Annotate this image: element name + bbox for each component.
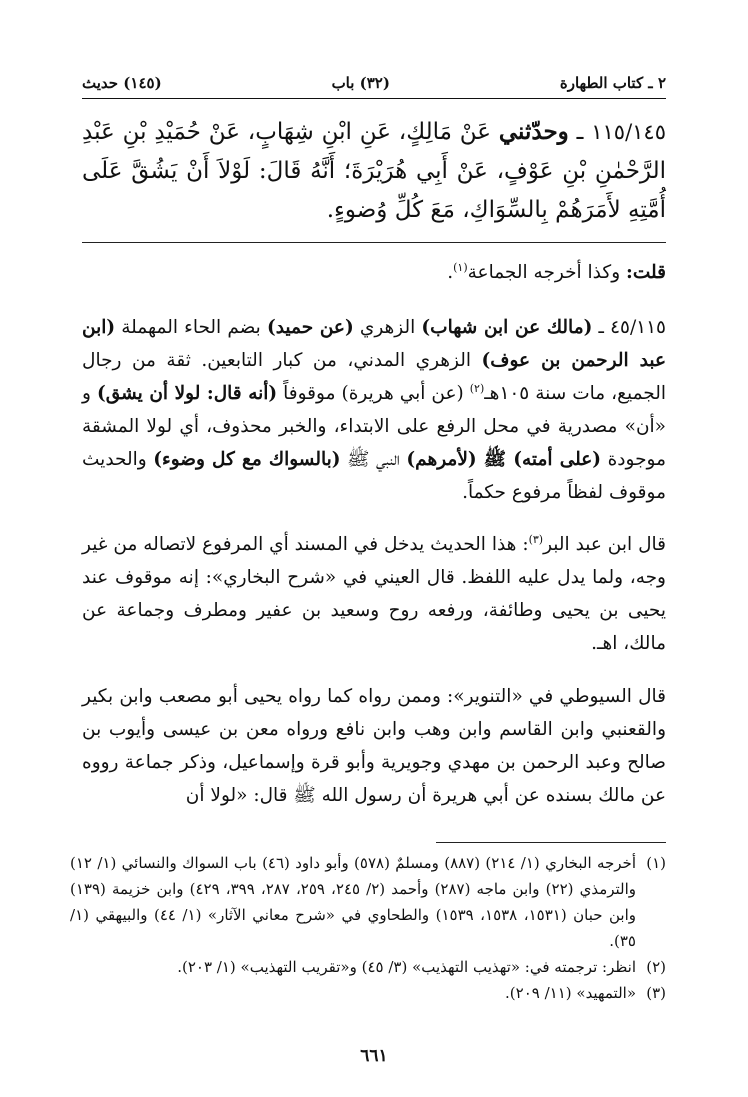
footnote-number: (٣) <box>646 984 666 1002</box>
p2-b4: (أنه قال: لولا أن يشق) <box>96 383 278 404</box>
p2-s5: (عن أبي هريرة) موقوفاً <box>277 383 470 404</box>
footnotes <box>70 850 666 1006</box>
footnote-1 <box>70 850 666 954</box>
p2-b2: (عن حميد) <box>266 317 354 338</box>
p2-b3: (ابن عبد الرحمن بن عوف) <box>82 317 666 371</box>
footnote-ref-2: (٢) <box>469 381 485 395</box>
p3-s1: قال ابن عبد البر <box>543 534 666 555</box>
footnote-3 <box>70 980 666 1006</box>
header-chapter: (٣٢) باب <box>331 74 390 92</box>
header-hadith-number: (١٤٥) حديث <box>82 74 162 92</box>
p2-s7: النبي ﷺ <box>340 449 407 470</box>
page-number: ٦٦١ <box>360 1046 388 1066</box>
footnote-rule <box>436 842 666 843</box>
footnote-ref-3: (٣) <box>528 532 544 546</box>
p2-b6: (بالسواك مع كل وضوء) <box>153 449 341 470</box>
p2-s8: والحديث موقوف لفظاً مرفوع حكماً. <box>82 449 666 503</box>
commentary-qultu <box>82 256 666 289</box>
p2-s3: بضم الحاء المهملة <box>115 317 267 338</box>
p3-s2: : هذا الحديث يدخل في المسند أي المرفوع لاتصاله من غير وجه، ولما يدل عليه اللفظ. قال العيني في «شرح البخاري»: إنه موقوف عند يحيى بن يحيى وطائفة، ورفعه روح وسعيد بن عفير ومطرف وجماعة عن مالك، اهـ. <box>82 534 666 654</box>
hadith-number: ١١٥/١٤٥ <box>591 120 666 144</box>
hadith-opening: وحدّثني <box>498 118 569 145</box>
footnote-number: (١) <box>646 854 666 872</box>
hadith-dash: ـ <box>568 119 592 145</box>
footnote-text: أخرجه البخاري (١/ ٢١٤) (٨٨٧) ومسلمٌ (٥٧٨) وأبو داود (٤٦) باب السواك والنسائي (١/ ١٢) والترمذي (٢٢) وابن ماجه (٢٨٧) وأحمد (٢/ ٢٤٥، ٢٥٩، ٢٨٧، ٣٩٩، ٤٢٩) وابن خزيمة (١٣٩) وابن حبان (١٥٣١، ١٥٣٨، ١٥٣٩) والطحاوي في «شرح معاني الآثار» (١/ ٤٤) والبيهقي (١/ ٣٥). <box>70 854 637 950</box>
footnote-2 <box>70 954 666 980</box>
header-rule <box>82 98 666 99</box>
p2-s2: الزهري <box>353 317 422 338</box>
footnote-text: انظر: ترجمته في: «تهذيب التهذيب» (٣/ ٤٥) و«تقريب التهذيب» (١/ ٢٠٣). <box>177 958 636 976</box>
hadith-text <box>82 112 666 230</box>
p2-b1: (مالك عن ابن شهاب) <box>421 317 593 338</box>
p2-b5: (على أمته) ﷺ (لأمرهم) <box>406 449 602 470</box>
p2-s4: الزهري المدني، من كبار التابعين. ثقة من رجال الجميع، مات سنة ١٠٥هـ <box>82 350 666 404</box>
qultu-end: . <box>447 262 454 283</box>
footnote-text: «التمهيد» (١١/ ٢٠٩). <box>505 984 636 1002</box>
hadith-body: عَنْ مَالِكٍ، عَنِ ابْنِ شِهَابٍ، عَنْ حُمَيْدِ بْنِ عَبْدِ الرَّحْمٰنِ بْنِ عَوْفٍ، عَنْ أَبِي هُرَيْرَةَ؛ أَنَّهُ قَالَ: لَوْلاَ أَنْ يَشُقَّ عَلَى أُمَّتِهِ لأَمَرَهُمْ بِالسِّوَاكِ، مَعَ كُلِّ وُضوءٍ. <box>82 119 666 223</box>
section-rule <box>82 242 666 243</box>
running-header <box>82 70 666 96</box>
footnote-ref-1: (١) <box>453 260 468 274</box>
commentary-paragraph-3 <box>82 528 666 660</box>
commentary-paragraph-2 <box>82 311 666 509</box>
p2-s6: و «أن» مصدرية في محل الرفع على الابتداء، والخبر محذوف، أي لولا المشقة موجودة <box>82 383 666 470</box>
footnote-number: (٢) <box>646 958 666 976</box>
p2-s1: ٤٥/١١٥ ـ <box>592 317 666 338</box>
qultu-text: وكذا أخرجه الجماعة <box>467 262 627 283</box>
commentary-paragraph-4: قال السيوطي في «التنوير»: وممن رواه كما رواه يحيى أبو مصعب وابن بكير والقعنبي وابن القاسم وابن وهب وابن نافع ورواه معن بن عيسى وأيوب بن صالح وعبد الرحمن بن مهدي وجويرية وأبو قرة وإسماعيل، وذكر جماعة رووه عن مالك بسنده عن أبي هريرة أن رسول الله ﷺ قال: «لولا أن <box>82 686 666 806</box>
header-book-title: ٢ ـ كتاب الطهارة <box>559 74 666 92</box>
qultu-label: قلت: <box>626 262 666 283</box>
